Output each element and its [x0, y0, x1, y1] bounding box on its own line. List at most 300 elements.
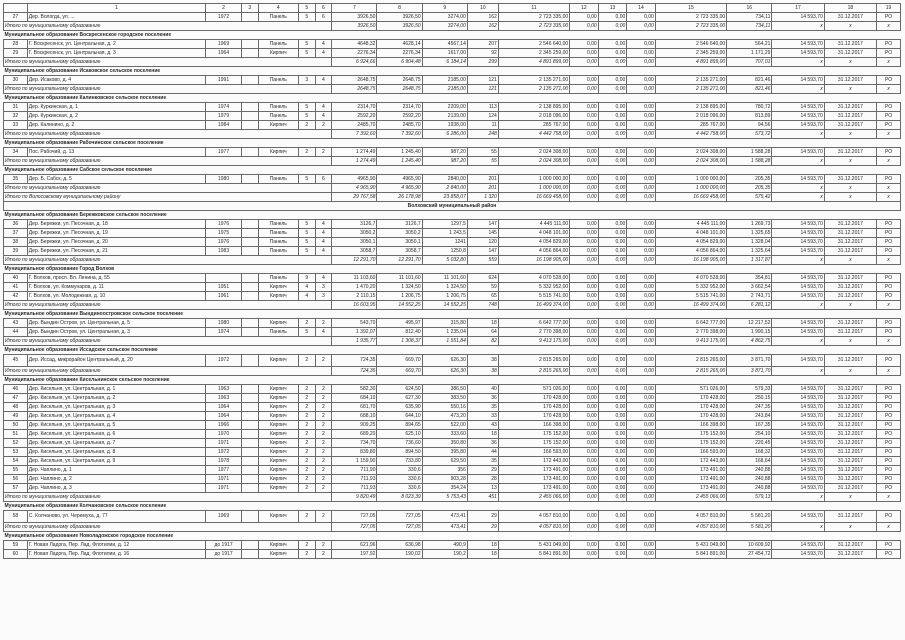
repair-method-cell: РО — [877, 121, 901, 130]
floors-cell: 2 — [298, 319, 315, 328]
subtotal-row — [4, 157, 901, 166]
cost-total-cell: 172 443,00 — [498, 457, 569, 466]
cost-regional-cell: 0,00 — [598, 112, 627, 121]
cost-limit-cell: 14 593,70 — [772, 412, 824, 421]
cost-owners-cell: 571 026,00 — [655, 385, 726, 394]
cost-federal-cell: 0,00 — [570, 448, 599, 457]
address-cell: Дер. Бережки, ул. Песочная, д. 21 — [27, 247, 205, 256]
living-area-cell: 6 904,48 — [377, 58, 422, 67]
cost-local-cell: 0,00 — [627, 229, 656, 238]
residents-cell: 55 — [467, 157, 498, 166]
premises-area-cell: 550,16 — [422, 403, 467, 412]
cost-per-sqm-cell: 250,15 — [727, 394, 772, 403]
address-cell: Дер. Вындин Остров, ул. Центральная, д. 3 — [27, 328, 205, 337]
total-area-cell: 621,96 — [332, 541, 377, 550]
municipality-name: Муниципальное образование Сабское сельское поселение — [4, 166, 901, 175]
header-number-cell: 5 — [298, 4, 315, 13]
living-area-cell: 330,6 — [377, 475, 422, 484]
total-area-cell: 2276,34 — [332, 49, 377, 58]
premises-area-cell: 2139,00 — [422, 112, 467, 121]
cost-regional-cell: 0,00 — [598, 328, 627, 337]
cost-federal-cell: 0,00 — [570, 550, 599, 559]
completion-date-cell: 31.12.2017 — [824, 511, 876, 523]
cost-federal-cell: 0,00 — [570, 367, 599, 376]
living-area-cell: 14 552,25 — [377, 301, 422, 310]
residents-cell: 624 — [467, 274, 498, 283]
wall-material-cell: Кирпич — [258, 403, 298, 412]
cost-total-cell: 4 445 111,00 — [498, 220, 569, 229]
municipality-section-row — [4, 310, 901, 319]
row-number-cell: 43 — [4, 319, 28, 328]
cost-regional-cell: 0,00 — [598, 412, 627, 421]
cost-limit-cell: 14 593,70 — [772, 430, 824, 439]
building-row — [4, 550, 901, 559]
cost-federal-cell: 0,00 — [570, 319, 599, 328]
cost-local-cell: 0,00 — [627, 466, 656, 475]
floors-cell: 2 — [298, 403, 315, 412]
wall-material-cell: Кирпич — [258, 475, 298, 484]
floors-cell: 4 — [298, 283, 315, 292]
building-row — [4, 238, 901, 247]
cost-total-cell: 4 054 829,00 — [498, 238, 569, 247]
subtotal-row — [4, 256, 901, 265]
cost-local-cell: 0,00 — [627, 319, 656, 328]
total-area-cell: 689,20 — [332, 430, 377, 439]
living-area-cell: 12 291,70 — [377, 256, 422, 265]
cost-local-cell: 0,00 — [627, 421, 656, 430]
repair-method-cell: РО — [877, 355, 901, 367]
cost-local-cell: 0,00 — [627, 448, 656, 457]
municipality-section-row — [4, 265, 901, 274]
living-area-cell: 330,6 — [377, 484, 422, 493]
entrances-cell: 4 — [315, 103, 332, 112]
cost-federal-cell: 0,00 — [570, 13, 599, 22]
wall-material-cell: Панель — [258, 229, 298, 238]
cost-total-cell: 166 593,00 — [498, 448, 569, 457]
premises-area-cell: 522,00 — [422, 421, 467, 430]
cost-federal-cell: 0,00 — [570, 355, 599, 367]
cost-per-sqm-cell: 10 609,92 — [727, 541, 772, 550]
residents-cell: 36 — [467, 394, 498, 403]
cost-limit-cell: х — [772, 301, 824, 310]
living-area-cell: 3050,2 — [377, 229, 422, 238]
building-row — [4, 328, 901, 337]
year-built-cell: 1972 — [206, 13, 242, 22]
year-reconstructed-cell — [241, 13, 258, 22]
cost-per-sqm-cell: 3 871,70 — [727, 367, 772, 376]
year-built-cell: 1971 — [206, 484, 242, 493]
cost-federal-cell: 0,00 — [570, 328, 599, 337]
entrances-cell: 2 — [315, 403, 332, 412]
row-number-cell: 28 — [4, 40, 28, 49]
subtotal-label: Итого по муниципальному образованию — [4, 22, 332, 31]
cost-federal-cell: 0,00 — [570, 493, 599, 502]
residents-cell: 64 — [467, 328, 498, 337]
municipality-section-row — [4, 376, 901, 385]
living-area-cell: 3126,7 — [377, 220, 422, 229]
cost-regional-cell: 0,00 — [598, 439, 627, 448]
cost-regional-cell: 0,00 — [598, 85, 627, 94]
premises-area-cell: 350,80 — [422, 439, 467, 448]
entrances-cell: 4 — [315, 49, 332, 58]
repair-method-cell: РО — [877, 511, 901, 523]
cost-limit-cell: 14 593,70 — [772, 484, 824, 493]
cost-local-cell: 0,00 — [627, 475, 656, 484]
cost-regional-cell: 0,00 — [598, 301, 627, 310]
total-area-cell: 711,93 — [332, 475, 377, 484]
address-cell: Дер. Куркинская, д. 2 — [27, 112, 205, 121]
premises-area-cell: 3274,00 — [422, 22, 467, 31]
cost-total-cell: 5 841 891,00 — [498, 550, 569, 559]
living-area-cell: 2592,20 — [377, 112, 422, 121]
building-row — [4, 40, 901, 49]
cost-local-cell: 0,00 — [627, 193, 656, 202]
subtotal-label: Итого по муниципальному образованию — [4, 337, 332, 346]
municipality-name: Муниципальное образование Бережковское сельское поселение — [4, 211, 901, 220]
living-area-cell: 2314,70 — [377, 103, 422, 112]
cost-per-sqm-cell: 1 171,29 — [727, 49, 772, 58]
entrances-cell: 2 — [315, 550, 332, 559]
cost-local-cell: 0,00 — [627, 550, 656, 559]
cost-total-cell: 170 428,00 — [498, 394, 569, 403]
address-cell: Г. Новая Ладога, Пер. Лад. Флотилии, д. 16 — [27, 550, 205, 559]
living-area-cell: 190,02 — [377, 550, 422, 559]
floors-cell: 2 — [298, 355, 315, 367]
municipality-name: Муниципальное образование Вындиноостровское сельское поселение — [4, 310, 901, 319]
row-number-cell: 42 — [4, 292, 28, 301]
completion-date-cell: 31.12.2017 — [824, 412, 876, 421]
row-number-cell: 38 — [4, 238, 28, 247]
wall-material-cell: Кирпич — [258, 541, 298, 550]
residents-cell: 748 — [467, 301, 498, 310]
cost-limit-cell: х — [772, 367, 824, 376]
cost-owners-cell: 173 491,00 — [655, 484, 726, 493]
floors-cell: 5 — [298, 328, 315, 337]
living-area-cell: 26 178,98 — [377, 193, 422, 202]
residents-cell: 248 — [467, 130, 498, 139]
repair-method-cell: РО — [877, 430, 901, 439]
cost-limit-cell: х — [772, 184, 824, 193]
year-built-cell: 1972 — [206, 448, 242, 457]
total-area-cell: 543,70 — [332, 319, 377, 328]
row-number-cell: 60 — [4, 550, 28, 559]
row-number-cell: 37 — [4, 229, 28, 238]
living-area-cell: 495,97 — [377, 319, 422, 328]
living-area-cell: 2485,70 — [377, 121, 422, 130]
total-area-cell: 16 603,95 — [332, 301, 377, 310]
wall-material-cell: Кирпич — [258, 457, 298, 466]
building-row — [4, 421, 901, 430]
year-reconstructed-cell — [241, 457, 258, 466]
year-built-cell: 1980 — [206, 175, 242, 184]
entrances-cell: 4 — [315, 76, 332, 85]
cost-local-cell: 0,00 — [627, 13, 656, 22]
header-number-cell: 17 — [772, 4, 824, 13]
repair-method-cell: РО — [877, 394, 901, 403]
cost-regional-cell: 0,00 — [598, 493, 627, 502]
completion-date-cell: 31.12.2017 — [824, 13, 876, 22]
living-area-cell: 3926,50 — [377, 22, 422, 31]
floors-cell: 5 — [298, 247, 315, 256]
cost-federal-cell: 0,00 — [570, 112, 599, 121]
subtotal-label: Итого по муниципальному образованию — [4, 85, 332, 94]
cost-limit-cell: 14 593,70 — [772, 355, 824, 367]
completion-date-cell: 31.12.2017 — [824, 103, 876, 112]
address-cell: Г. Волхов, просп. Вл. Ленина, д. 55 — [27, 274, 205, 283]
year-built-cell: 1978 — [206, 457, 242, 466]
cost-local-cell: 0,00 — [627, 112, 656, 121]
district-heading-row — [4, 202, 901, 211]
entrances-cell: 2 — [315, 385, 332, 394]
subtotal-row — [4, 184, 901, 193]
floors-cell: 3 — [298, 76, 315, 85]
year-reconstructed-cell — [241, 403, 258, 412]
building-row — [4, 220, 901, 229]
cost-per-sqm-cell: 6 281,12 — [727, 301, 772, 310]
year-reconstructed-cell — [241, 283, 258, 292]
cost-total-cell: 571 026,00 — [498, 385, 569, 394]
cost-regional-cell: 0,00 — [598, 550, 627, 559]
row-number-cell: 47 — [4, 394, 28, 403]
residents-cell: 29 — [467, 523, 498, 532]
cost-local-cell: 0,00 — [627, 22, 656, 31]
cost-per-sqm-cell: 5 581,20 — [727, 511, 772, 523]
municipality-section-row — [4, 67, 901, 76]
header-number-cell: 6 — [315, 4, 332, 13]
subtotal-row — [4, 58, 901, 67]
cost-regional-cell: 0,00 — [598, 40, 627, 49]
completion-date-cell: 31.12.2017 — [824, 430, 876, 439]
living-area-cell: 2648,75 — [377, 76, 422, 85]
year-reconstructed-cell — [241, 319, 258, 328]
cost-total-cell: 2 723 335,00 — [498, 22, 569, 31]
cost-federal-cell: 0,00 — [570, 430, 599, 439]
cost-per-sqm-cell: 1 269,73 — [727, 220, 772, 229]
total-area-cell: 2 110,15 — [332, 292, 377, 301]
cost-owners-cell: 2 018 096,00 — [655, 112, 726, 121]
cost-federal-cell: 0,00 — [570, 229, 599, 238]
completion-date-cell: 31.12.2017 — [824, 421, 876, 430]
cost-total-cell: 2 135 271,00 — [498, 85, 569, 94]
cost-per-sqm-cell: 707,01 — [727, 58, 772, 67]
cost-local-cell: 0,00 — [627, 58, 656, 67]
cost-regional-cell: 0,00 — [598, 121, 627, 130]
header-number-cell: 1 — [27, 4, 205, 13]
cost-local-cell: 0,00 — [627, 412, 656, 421]
cost-regional-cell: 0,00 — [598, 319, 627, 328]
cost-total-cell: 285 767,00 — [498, 121, 569, 130]
wall-material-cell: Кирпич — [258, 283, 298, 292]
cost-regional-cell: 0,00 — [598, 457, 627, 466]
cost-regional-cell: 0,00 — [598, 511, 627, 523]
residents-cell: 147 — [467, 247, 498, 256]
cost-total-cell: 16 499 374,00 — [498, 301, 569, 310]
year-reconstructed-cell — [241, 385, 258, 394]
cost-limit-cell: 14 593,70 — [772, 466, 824, 475]
repair-method-cell: РО — [877, 484, 901, 493]
premises-area-cell: 6 184,14 — [422, 58, 467, 67]
residents-cell: 35 — [467, 457, 498, 466]
building-row — [4, 484, 901, 493]
cost-total-cell: 4 057 810,00 — [498, 523, 569, 532]
cost-limit-cell: 14 593,70 — [772, 403, 824, 412]
address-cell: Пос. Рабочий, д. 13 — [27, 148, 205, 157]
subtotal-label: Итого по муниципальному образованию — [4, 256, 332, 265]
residents-cell: 18 — [467, 541, 498, 550]
cost-per-sqm-cell: 94,56 — [727, 121, 772, 130]
year-built-cell: 1980 — [206, 319, 242, 328]
address-cell: С. Колчаново, ул. Черемуха, д. 77 — [27, 511, 205, 523]
completion-date-cell: 31.12.2017 — [824, 238, 876, 247]
cost-owners-cell: 4 445 111,00 — [655, 220, 726, 229]
wall-material-cell: Кирпич — [258, 412, 298, 421]
cost-limit-cell: 14 593,70 — [772, 40, 824, 49]
premises-area-cell: 629,50 — [422, 457, 467, 466]
total-area-cell: 2485,70 — [332, 121, 377, 130]
cost-federal-cell: 0,00 — [570, 220, 599, 229]
municipality-section-row — [4, 94, 901, 103]
cost-total-cell: 1 000 000,00 — [498, 184, 569, 193]
premises-area-cell: 2840,00 — [422, 175, 467, 184]
residents-cell: 59 — [467, 283, 498, 292]
completion-date-cell: 31.12.2017 — [824, 49, 876, 58]
residents-cell: 201 — [467, 184, 498, 193]
cost-limit-cell: 14 593,70 — [772, 283, 824, 292]
cost-regional-cell: 0,00 — [598, 523, 627, 532]
cost-per-sqm-cell: 220,45 — [727, 439, 772, 448]
row-number-cell: 30 — [4, 76, 28, 85]
building-row — [4, 274, 901, 283]
living-area-cell: 894,65 — [377, 421, 422, 430]
header-number-cell: 15 — [655, 4, 726, 13]
cost-regional-cell: 0,00 — [598, 421, 627, 430]
total-area-cell: 3050,2 — [332, 229, 377, 238]
completion-date-cell: 31.12.2017 — [824, 292, 876, 301]
repair-method-cell: РО — [877, 175, 901, 184]
cost-limit-cell: 14 593,70 — [772, 13, 824, 22]
header-number-cell: 16 — [727, 4, 772, 13]
building-row — [4, 175, 901, 184]
cost-limit-cell: 14 593,70 — [772, 274, 824, 283]
cost-per-sqm-cell: 1 990,15 — [727, 328, 772, 337]
wall-material-cell: Панель — [258, 238, 298, 247]
cost-owners-cell: 172 443,00 — [655, 457, 726, 466]
cost-limit-cell: х — [772, 523, 824, 532]
row-number-cell: 48 — [4, 403, 28, 412]
building-row — [4, 403, 901, 412]
row-number-cell: 33 — [4, 121, 28, 130]
repair-method-cell: х — [877, 157, 901, 166]
year-built-cell — [206, 274, 242, 283]
cost-federal-cell: 0,00 — [570, 148, 599, 157]
year-built-cell: 1977 — [206, 148, 242, 157]
cost-federal-cell: 0,00 — [570, 283, 599, 292]
cost-owners-cell: 16 198 905,00 — [655, 256, 726, 265]
wall-material-cell: Кирпич — [258, 511, 298, 523]
cost-per-sqm-cell: 167,35 — [727, 421, 772, 430]
total-area-cell: 3926,50 — [332, 22, 377, 31]
premises-area-cell: 473,41 — [422, 511, 467, 523]
address-cell: Дер. Кисельня, ул. Центральная, д. 4 — [27, 412, 205, 421]
cost-regional-cell: 0,00 — [598, 292, 627, 301]
cost-federal-cell: 0,00 — [570, 457, 599, 466]
repair-method-cell: х — [877, 85, 901, 94]
header-number-cell: 9 — [422, 4, 467, 13]
entrances-cell: 2 — [315, 394, 332, 403]
cost-local-cell: 0,00 — [627, 385, 656, 394]
cost-local-cell: 0,00 — [627, 184, 656, 193]
column-number-row — [4, 4, 901, 13]
repair-method-cell: РО — [877, 475, 901, 484]
residents-cell: 82 — [467, 337, 498, 346]
address-cell: Дер. Вындин Остров, ул. Центральная, д. 5 — [27, 319, 205, 328]
premises-area-cell: 190,2 — [422, 550, 467, 559]
cost-local-cell: 0,00 — [627, 274, 656, 283]
cost-limit-cell: 14 593,70 — [772, 394, 824, 403]
cost-federal-cell: 0,00 — [570, 511, 599, 523]
repair-method-cell: РО — [877, 292, 901, 301]
row-number-cell: 44 — [4, 328, 28, 337]
premises-area-cell: 1250,8 — [422, 247, 467, 256]
total-area-cell: 727,05 — [332, 511, 377, 523]
repair-method-cell: х — [877, 493, 901, 502]
row-number-cell: 58 — [4, 511, 28, 523]
municipality-section-row — [4, 532, 901, 541]
repair-method-cell: РО — [877, 550, 901, 559]
wall-material-cell: Панель — [258, 40, 298, 49]
cost-regional-cell: 0,00 — [598, 49, 627, 58]
cost-owners-cell: 9 413 175,00 — [655, 337, 726, 346]
total-area-cell: 1 274,49 — [332, 157, 377, 166]
cost-local-cell: 0,00 — [627, 247, 656, 256]
cost-federal-cell: 0,00 — [570, 22, 599, 31]
premises-area-cell: 2 840,00 — [422, 184, 467, 193]
address-cell: Дер. Кисельня, ул. Центральная, д. 8 — [27, 448, 205, 457]
repair-method-cell: РО — [877, 439, 901, 448]
year-reconstructed-cell — [241, 412, 258, 421]
address-cell: Дер. Кисельня, ул. Центральная, д. 6 — [27, 430, 205, 439]
entrances-cell: 2 — [315, 439, 332, 448]
building-row — [4, 13, 901, 22]
subtotal-label: Итого по муниципальному образованию — [4, 367, 332, 376]
cost-total-cell: 4 442 758,00 — [498, 130, 569, 139]
entrances-cell: 3 — [315, 283, 332, 292]
cost-federal-cell: 0,00 — [570, 85, 599, 94]
cost-limit-cell: 14 593,70 — [772, 76, 824, 85]
cost-owners-cell: 2 455 066,00 — [655, 493, 726, 502]
premises-area-cell: 395,80 — [422, 448, 467, 457]
cost-regional-cell: 0,00 — [598, 247, 627, 256]
cost-limit-cell: х — [772, 130, 824, 139]
cost-federal-cell: 0,00 — [570, 541, 599, 550]
row-number-cell: 52 — [4, 439, 28, 448]
premises-area-cell: 1938,00 — [422, 121, 467, 130]
living-area-cell: 736,60 — [377, 439, 422, 448]
cost-total-cell: 2 815 265,00 — [498, 367, 569, 376]
cost-per-sqm-cell: 243,84 — [727, 412, 772, 421]
cost-federal-cell: 0,00 — [570, 247, 599, 256]
floors-cell: 2 — [298, 484, 315, 493]
entrances-cell: 2 — [315, 319, 332, 328]
address-cell: Дер. Кисельня, ул. Центральная, д. 3 — [27, 403, 205, 412]
building-row — [4, 247, 901, 256]
wall-material-cell: Панель — [258, 112, 298, 121]
cost-local-cell: 0,00 — [627, 403, 656, 412]
row-number-cell: 29 — [4, 49, 28, 58]
premises-area-cell: 2185,00 — [422, 76, 467, 85]
cost-limit-cell: 14 593,70 — [772, 328, 824, 337]
completion-date-cell: 31.12.2017 — [824, 385, 876, 394]
